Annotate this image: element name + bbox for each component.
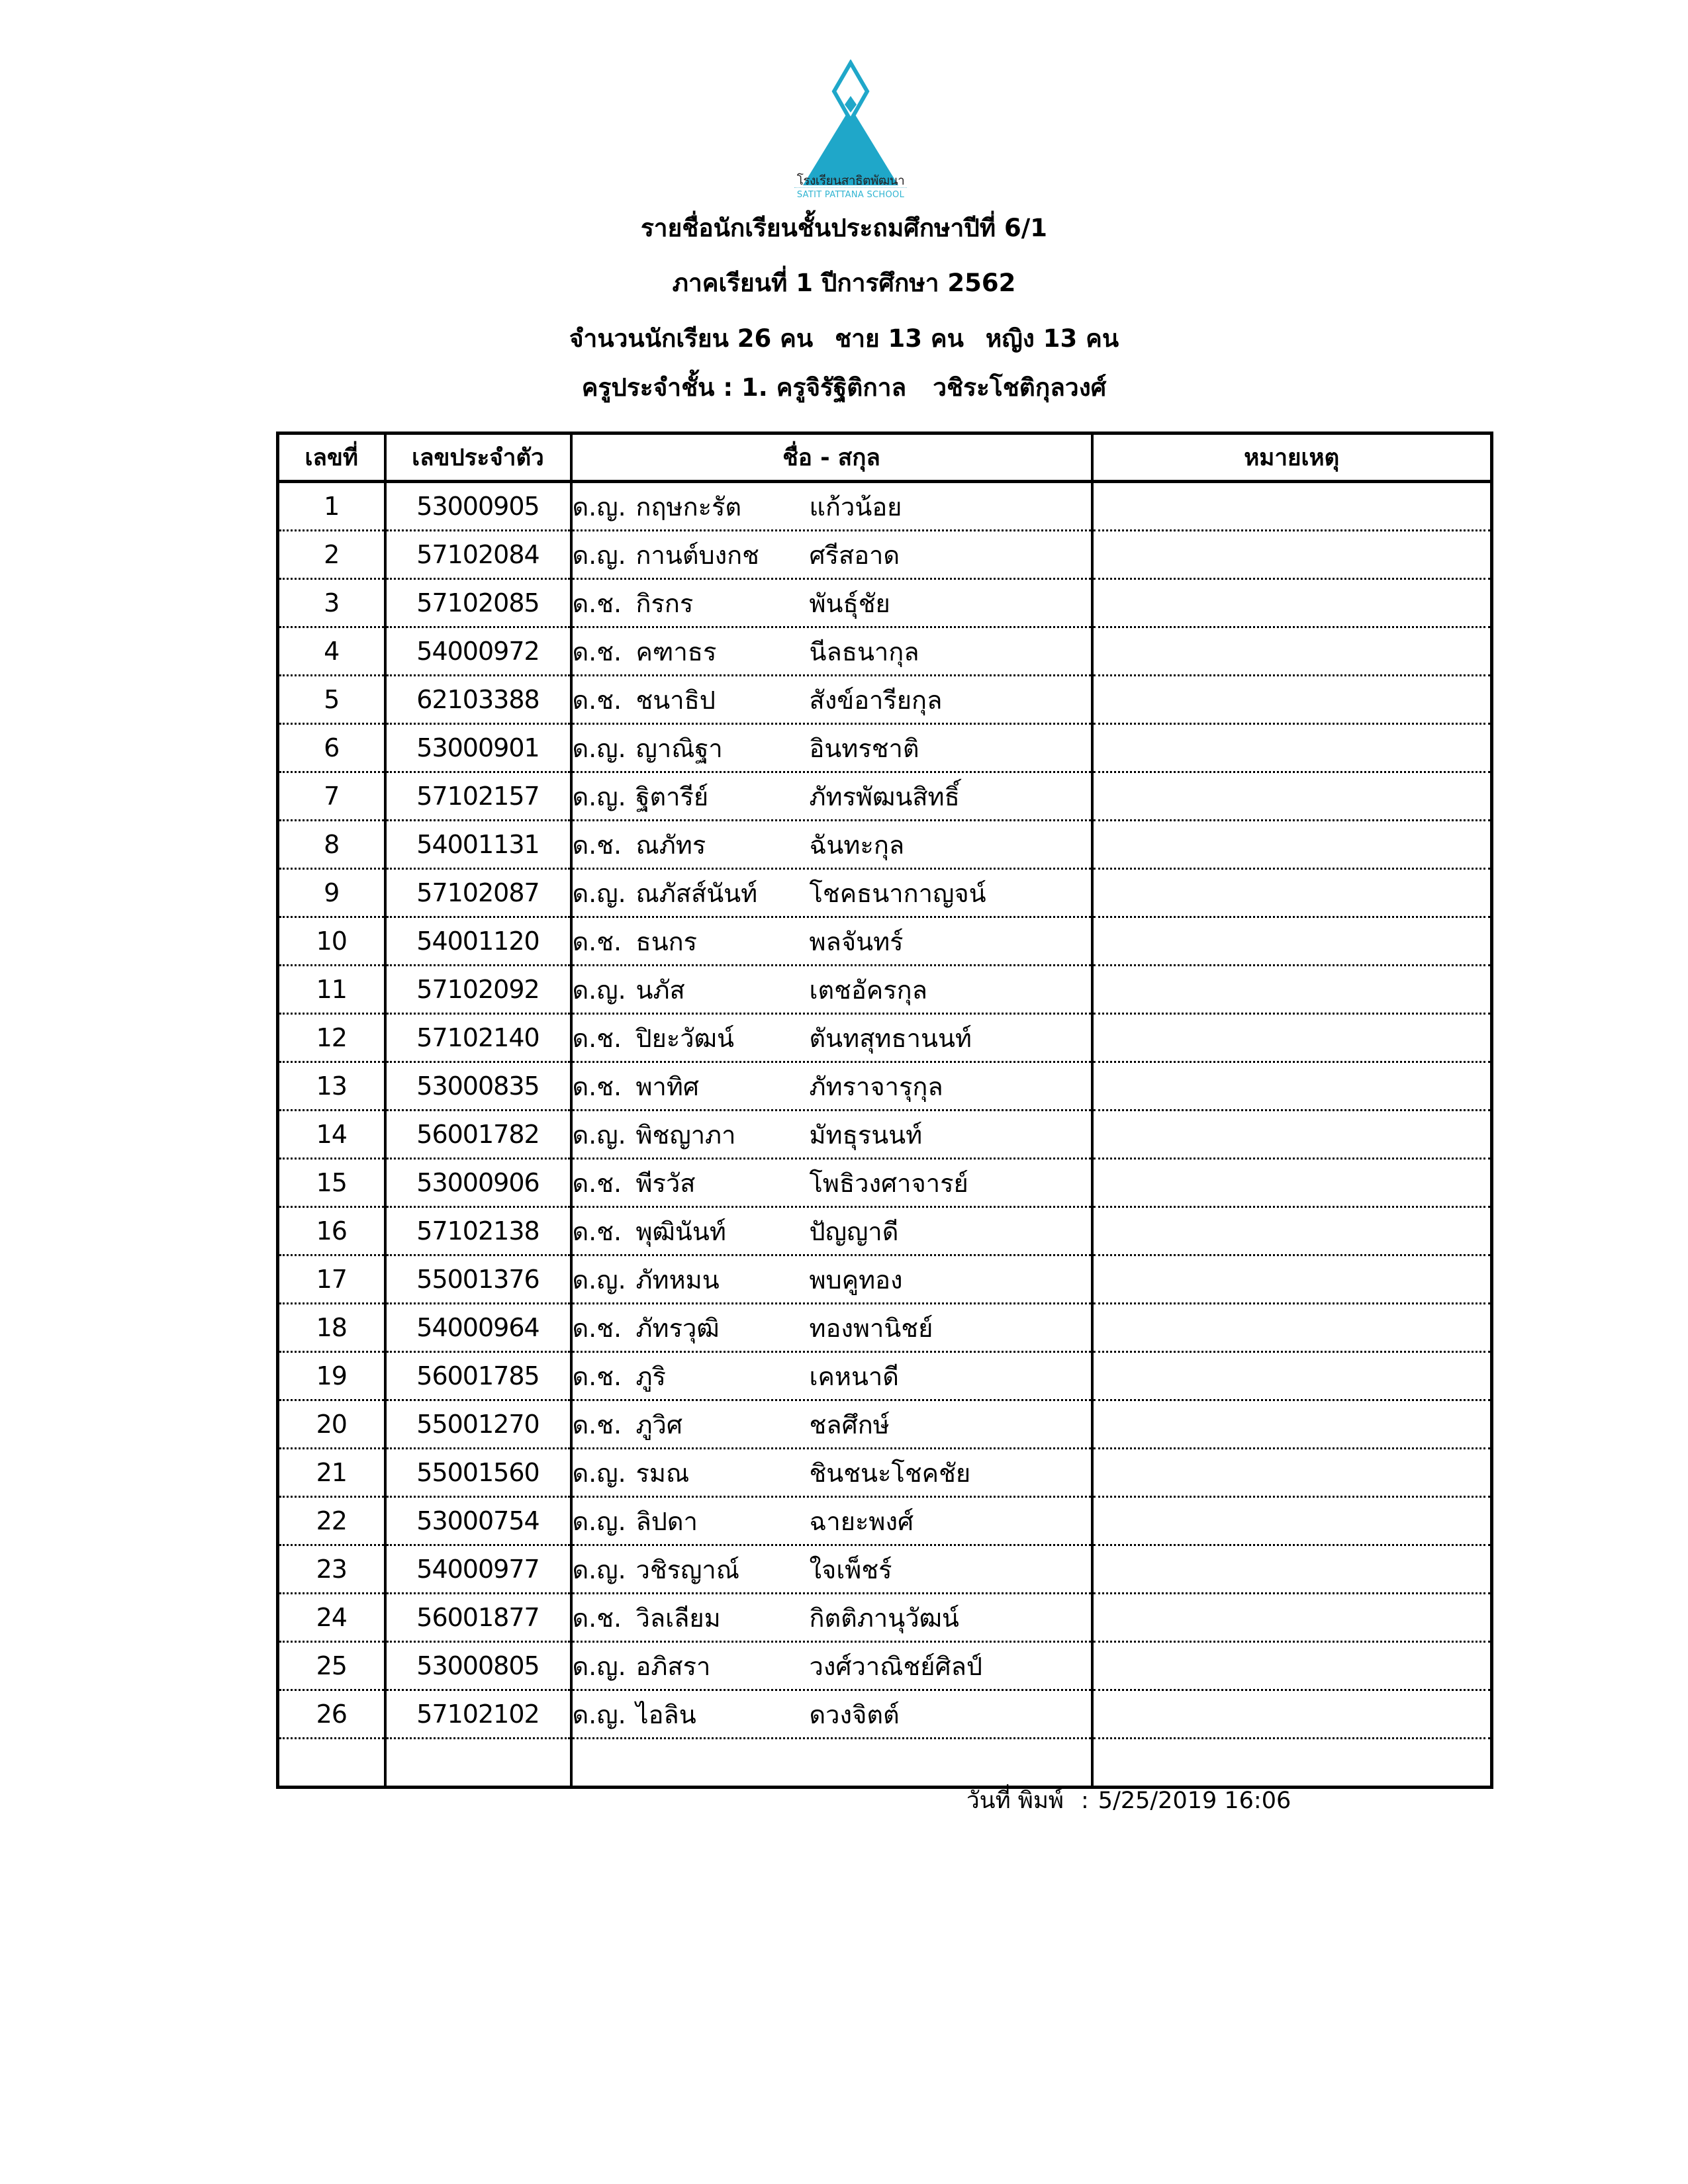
student-name bbox=[571, 1400, 1092, 1449]
first-name: พีรวัส bbox=[635, 1168, 696, 1198]
row-number: 24 bbox=[278, 1594, 385, 1642]
remarks-cell bbox=[1092, 1594, 1492, 1642]
student-id: 57102138 bbox=[385, 1207, 571, 1255]
student-name bbox=[571, 772, 1092, 821]
row-number: 2 bbox=[278, 531, 385, 579]
name-prefix: ด.ญ. bbox=[572, 1555, 626, 1584]
col-header-remarks: หมายเหตุ bbox=[1092, 433, 1492, 482]
last-name: กิตติภานุวัฒน์ bbox=[809, 1603, 959, 1633]
table-row bbox=[278, 1739, 1492, 1788]
student-id: 57102157 bbox=[385, 772, 571, 821]
table-row bbox=[278, 531, 1492, 579]
remarks-cell bbox=[1092, 1255, 1492, 1304]
name-prefix: ด.ญ. bbox=[572, 1651, 626, 1681]
row-number: 26 bbox=[278, 1690, 385, 1739]
row-number: 5 bbox=[278, 676, 385, 724]
remarks-cell bbox=[1092, 1642, 1492, 1690]
last-name: วงศ์วาณิชย์ศิลป์ bbox=[809, 1651, 983, 1681]
remarks-cell bbox=[1092, 1014, 1492, 1062]
print-date: วันที่ พิมพ์ : 5/25/2019 16:06 bbox=[966, 1788, 1291, 1814]
remarks-cell bbox=[1092, 531, 1492, 579]
remarks-cell bbox=[1092, 966, 1492, 1014]
last-name: แก้วน้อย bbox=[809, 492, 902, 522]
name-prefix: ด.ช. bbox=[572, 1071, 622, 1101]
first-name: ภูริ bbox=[635, 1361, 666, 1391]
row-number: 22 bbox=[278, 1497, 385, 1545]
table-row bbox=[278, 1304, 1492, 1352]
first-name: วชิรญาณ์ bbox=[635, 1555, 740, 1584]
name-prefix: ด.ญ. bbox=[572, 878, 626, 908]
table-row bbox=[278, 627, 1492, 676]
remarks-cell bbox=[1092, 1545, 1492, 1594]
row-number: 17 bbox=[278, 1255, 385, 1304]
logo-school-name-en: SATIT PATTANA SCHOOL bbox=[796, 190, 905, 200]
name-prefix: ด.ญ. bbox=[572, 1265, 626, 1295]
first-name: พิชญาภา bbox=[635, 1120, 736, 1150]
last-name: เคหนาดี bbox=[809, 1361, 899, 1391]
first-name: นภัส bbox=[635, 975, 685, 1005]
teacher-label: ครูประจำชั้น : 1. ครูจิรัฐิติกาล bbox=[581, 373, 907, 402]
student-name bbox=[571, 482, 1092, 531]
table-row bbox=[278, 724, 1492, 772]
total-count: จำนวนนักเรียน 26 คน bbox=[569, 324, 814, 353]
term-line: ภาคเรียนที่ 1 ปีการศึกษา 2562 bbox=[672, 269, 1016, 297]
row-number: 10 bbox=[278, 917, 385, 966]
student-name bbox=[571, 917, 1092, 966]
row-number bbox=[278, 1739, 385, 1788]
student-id: 54001131 bbox=[385, 821, 571, 869]
logo-school-name-th: โรงเรียนสาธิตพัฒนา bbox=[796, 173, 905, 188]
name-prefix: ด.ญ. bbox=[572, 782, 626, 811]
first-name: พุฒินันท์ bbox=[635, 1216, 726, 1246]
student-id: 56001782 bbox=[385, 1111, 571, 1159]
name-prefix: ด.ช. bbox=[572, 1410, 622, 1439]
last-name: ทองพานิชย์ bbox=[809, 1313, 933, 1343]
last-name: ศรีสอาด bbox=[809, 540, 900, 570]
row-number: 4 bbox=[278, 627, 385, 676]
name-prefix: ด.ญ. bbox=[572, 1458, 626, 1488]
last-name: ใจเพ็ชร์ bbox=[809, 1555, 892, 1584]
row-number: 1 bbox=[278, 482, 385, 531]
last-name: อินทรชาติ bbox=[809, 733, 919, 763]
first-name: ลิปดา bbox=[635, 1506, 698, 1536]
student-id: 57102102 bbox=[385, 1690, 571, 1739]
row-number: 7 bbox=[278, 772, 385, 821]
table-row bbox=[278, 966, 1492, 1014]
student-name bbox=[571, 1739, 1092, 1788]
student-name bbox=[571, 1207, 1092, 1255]
table-row bbox=[278, 1497, 1492, 1545]
remarks-cell bbox=[1092, 1497, 1492, 1545]
student-id: 53000901 bbox=[385, 724, 571, 772]
student-count-line bbox=[0, 319, 1688, 358]
table-row bbox=[278, 1062, 1492, 1111]
remarks-cell bbox=[1092, 1159, 1492, 1207]
last-name: ตันทสุทธานนท์ bbox=[809, 1023, 972, 1053]
last-name: นีลธนากุล bbox=[809, 637, 919, 666]
first-name: ภัทหมน bbox=[635, 1265, 720, 1295]
remarks-cell bbox=[1092, 1449, 1492, 1497]
table-row bbox=[278, 1014, 1492, 1062]
row-number: 19 bbox=[278, 1352, 385, 1400]
table-row bbox=[278, 1642, 1492, 1690]
remarks-cell bbox=[1092, 724, 1492, 772]
table-row bbox=[278, 1449, 1492, 1497]
student-name bbox=[571, 869, 1092, 917]
student-id: 53000835 bbox=[385, 1062, 571, 1111]
first-name: ไอลิน bbox=[635, 1700, 696, 1729]
first-name: ชนาธิป bbox=[635, 685, 716, 715]
student-roster-table bbox=[276, 432, 1493, 1789]
print-date-value: 5/25/2019 16:06 bbox=[1098, 1788, 1291, 1814]
student-name bbox=[571, 531, 1092, 579]
student-name bbox=[571, 1545, 1092, 1594]
table-row bbox=[278, 676, 1492, 724]
name-prefix: ด.ช. bbox=[572, 1603, 622, 1633]
student-name bbox=[571, 1352, 1092, 1400]
student-id: 53000754 bbox=[385, 1497, 571, 1545]
student-id: 62103388 bbox=[385, 676, 571, 724]
student-name bbox=[571, 627, 1092, 676]
last-name: ชินชนะโชคชัย bbox=[809, 1458, 971, 1488]
first-name: กฤษกะรัต bbox=[635, 492, 742, 522]
student-name bbox=[571, 676, 1092, 724]
first-name: ณภัสส์นันท์ bbox=[635, 878, 758, 908]
first-name: กานต์บงกช bbox=[635, 540, 759, 570]
first-name: คฑาธร bbox=[635, 637, 717, 666]
student-name bbox=[571, 1594, 1092, 1642]
table-row bbox=[278, 772, 1492, 821]
student-name bbox=[571, 966, 1092, 1014]
remarks-cell bbox=[1092, 917, 1492, 966]
last-name: สังข์อารียกุล bbox=[809, 685, 943, 715]
last-name: ฉันทะกุล bbox=[809, 830, 905, 860]
table-row bbox=[278, 869, 1492, 917]
remarks-cell bbox=[1092, 1062, 1492, 1111]
remarks-cell bbox=[1092, 482, 1492, 531]
col-header-student-id: เลขประจำตัว bbox=[385, 433, 571, 482]
name-prefix: ด.ญ. bbox=[572, 975, 626, 1005]
remarks-cell bbox=[1092, 1690, 1492, 1739]
student-id: 55001376 bbox=[385, 1255, 571, 1304]
student-id: 57102140 bbox=[385, 1014, 571, 1062]
student-id: 55001560 bbox=[385, 1449, 571, 1497]
student-id: 54000964 bbox=[385, 1304, 571, 1352]
row-number: 3 bbox=[278, 579, 385, 627]
last-name: ชลศึกษ์ bbox=[809, 1410, 890, 1439]
row-number: 15 bbox=[278, 1159, 385, 1207]
name-prefix: ด.ช. bbox=[572, 1313, 622, 1343]
student-id: 57102085 bbox=[385, 579, 571, 627]
student-name bbox=[571, 724, 1092, 772]
name-prefix: ด.ช. bbox=[572, 588, 622, 618]
table-header-row bbox=[278, 433, 1492, 482]
remarks-cell bbox=[1092, 676, 1492, 724]
student-id: 53000906 bbox=[385, 1159, 571, 1207]
student-name bbox=[571, 579, 1092, 627]
print-date-label: วันที่ พิมพ์ bbox=[966, 1788, 1064, 1814]
first-name: อภิสรา bbox=[635, 1651, 711, 1681]
col-header-name: ชื่อ - สกุล bbox=[571, 433, 1092, 482]
remarks-cell bbox=[1092, 821, 1492, 869]
name-prefix: ด.ช. bbox=[572, 1168, 622, 1198]
row-number: 16 bbox=[278, 1207, 385, 1255]
remarks-cell bbox=[1092, 1207, 1492, 1255]
table-row bbox=[278, 1255, 1492, 1304]
remarks-cell bbox=[1092, 579, 1492, 627]
first-name: ณภัทร bbox=[635, 830, 706, 860]
logo-divider bbox=[794, 187, 907, 188]
table-row bbox=[278, 579, 1492, 627]
homeroom-teacher-line bbox=[0, 368, 1688, 407]
remarks-cell bbox=[1092, 772, 1492, 821]
first-name: ธนกร bbox=[635, 927, 698, 956]
name-prefix: ด.ช. bbox=[572, 637, 622, 666]
student-name bbox=[571, 1255, 1092, 1304]
last-name: พบคูทอง bbox=[809, 1265, 903, 1295]
remarks-cell bbox=[1092, 1304, 1492, 1352]
student-name bbox=[571, 1449, 1092, 1497]
student-name bbox=[571, 1014, 1092, 1062]
first-name: วิลเลียม bbox=[635, 1603, 721, 1633]
remarks-cell bbox=[1092, 1400, 1492, 1449]
name-prefix: ด.ญ. bbox=[572, 1506, 626, 1536]
student-id: 54000972 bbox=[385, 627, 571, 676]
table-row bbox=[278, 1545, 1492, 1594]
student-id: 57102092 bbox=[385, 966, 571, 1014]
row-number: 13 bbox=[278, 1062, 385, 1111]
row-number: 9 bbox=[278, 869, 385, 917]
name-prefix: ด.ช. bbox=[572, 1023, 622, 1053]
first-name: พาทิศ bbox=[635, 1071, 700, 1101]
name-prefix: ด.ญ. bbox=[572, 1120, 626, 1150]
student-id: 53000905 bbox=[385, 482, 571, 531]
female-count: หญิง 13 คน bbox=[985, 324, 1119, 353]
last-name: พลจันทร์ bbox=[809, 927, 904, 956]
table-row bbox=[278, 1400, 1492, 1449]
student-id: 56001877 bbox=[385, 1594, 571, 1642]
student-name bbox=[571, 1111, 1092, 1159]
remarks-cell bbox=[1092, 1739, 1492, 1788]
name-prefix: ด.ญ. bbox=[572, 733, 626, 763]
last-name: โชคธนากาญจน์ bbox=[809, 878, 986, 908]
student-name bbox=[571, 1642, 1092, 1690]
student-id: 54000977 bbox=[385, 1545, 571, 1594]
name-prefix: ด.ช. bbox=[572, 1216, 622, 1246]
last-name: ฉายะพงศ์ bbox=[809, 1506, 914, 1536]
name-prefix: ด.ญ. bbox=[572, 540, 626, 570]
first-name: รมณ bbox=[635, 1458, 690, 1488]
student-name bbox=[571, 1159, 1092, 1207]
row-number: 20 bbox=[278, 1400, 385, 1449]
row-number: 11 bbox=[278, 966, 385, 1014]
student-name bbox=[571, 1497, 1092, 1545]
student-id: 57102087 bbox=[385, 869, 571, 917]
last-name: ภัทราจารุกุล bbox=[809, 1071, 943, 1101]
student-id: 55001270 bbox=[385, 1400, 571, 1449]
name-prefix: ด.ช. bbox=[572, 1361, 622, 1391]
name-prefix: ด.ช. bbox=[572, 830, 622, 860]
name-prefix: ด.ญ. bbox=[572, 1700, 626, 1729]
table-row bbox=[278, 1594, 1492, 1642]
row-number: 21 bbox=[278, 1449, 385, 1497]
first-name: กิรกร bbox=[635, 588, 694, 618]
name-prefix: ด.ช. bbox=[572, 927, 622, 956]
row-number: 23 bbox=[278, 1545, 385, 1594]
last-name: เตชอัครกุล bbox=[809, 975, 927, 1005]
table-row bbox=[278, 482, 1492, 531]
table-row bbox=[278, 1207, 1492, 1255]
name-prefix: ด.ญ. bbox=[572, 492, 626, 522]
table-row bbox=[278, 1159, 1492, 1207]
last-name: ดวงจิตต์ bbox=[809, 1700, 900, 1729]
table-row bbox=[278, 1111, 1492, 1159]
first-name: ภัทรวุฒิ bbox=[635, 1313, 720, 1343]
student-id: 54001120 bbox=[385, 917, 571, 966]
name-prefix: ด.ช. bbox=[572, 685, 622, 715]
last-name: มัทธุรนนท์ bbox=[809, 1120, 923, 1150]
student-id: 53000805 bbox=[385, 1642, 571, 1690]
table-row bbox=[278, 821, 1492, 869]
row-number: 25 bbox=[278, 1642, 385, 1690]
page-title: รายชื่อนักเรียนชั้นประถมศึกษาปีที่ 6/1 bbox=[640, 214, 1048, 242]
last-name: ปัญญาดี bbox=[809, 1216, 899, 1246]
last-name: พันธุ์ชัย bbox=[809, 588, 890, 618]
row-number: 12 bbox=[278, 1014, 385, 1062]
student-name bbox=[571, 1304, 1092, 1352]
student-id: 57102084 bbox=[385, 531, 571, 579]
first-name: ฐิตารีย์ bbox=[635, 782, 709, 811]
student-name bbox=[571, 1062, 1092, 1111]
first-name: ปิยะวัฒน์ bbox=[635, 1023, 734, 1053]
last-name: ภัทรพัฒนสิทธิ์ bbox=[809, 782, 960, 811]
row-number: 6 bbox=[278, 724, 385, 772]
table-row bbox=[278, 1352, 1492, 1400]
col-header-number: เลขที่ bbox=[278, 433, 385, 482]
row-number: 14 bbox=[278, 1111, 385, 1159]
first-name: ภูวิศ bbox=[635, 1410, 683, 1439]
row-number: 8 bbox=[278, 821, 385, 869]
table-row bbox=[278, 1690, 1492, 1739]
teacher-surname: วชิระโชติกุลวงศ์ bbox=[933, 373, 1107, 402]
student-name bbox=[571, 1690, 1092, 1739]
row-number: 18 bbox=[278, 1304, 385, 1352]
remarks-cell bbox=[1092, 1352, 1492, 1400]
student-name bbox=[571, 821, 1092, 869]
last-name: โพธิวงศาจารย์ bbox=[809, 1168, 968, 1198]
remarks-cell bbox=[1092, 1111, 1492, 1159]
male-count: ชาย 13 คน bbox=[835, 324, 964, 353]
first-name: ญาณิฐา bbox=[635, 733, 723, 763]
remarks-cell bbox=[1092, 869, 1492, 917]
remarks-cell bbox=[1092, 627, 1492, 676]
table-row bbox=[278, 917, 1492, 966]
student-id bbox=[385, 1739, 571, 1788]
student-id: 56001785 bbox=[385, 1352, 571, 1400]
